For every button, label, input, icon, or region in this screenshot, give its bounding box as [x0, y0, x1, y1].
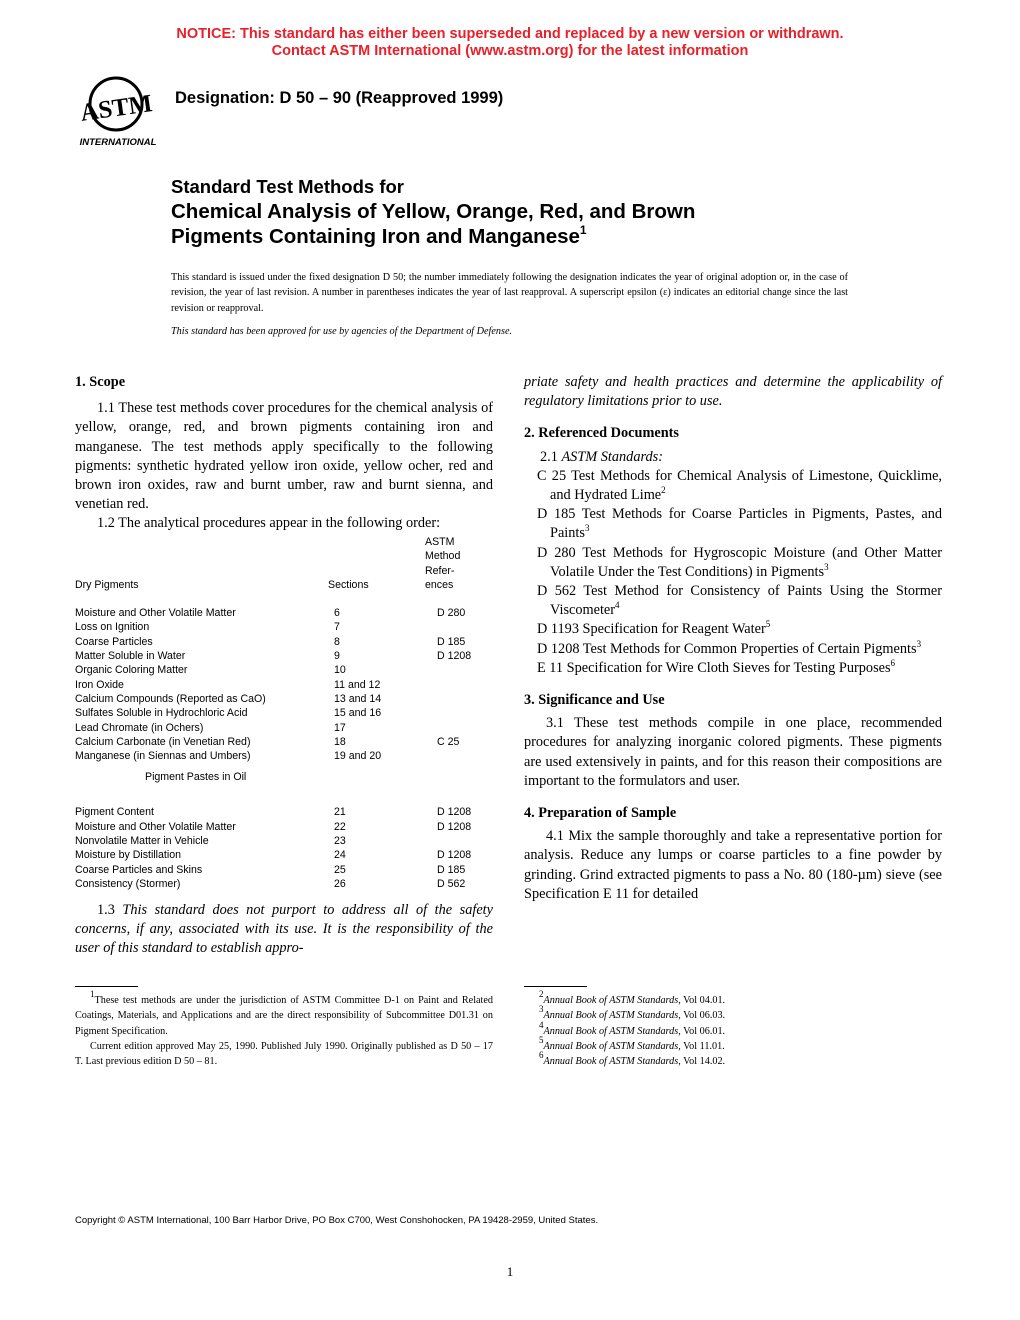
pigment-name: Nonvolatile Matter in Vehicle: [75, 835, 209, 848]
dry-row: [75, 721, 471, 735]
procedures-table-grid: [75, 535, 471, 891]
method-ref: C 25: [437, 735, 460, 748]
col3-header-3: Refer-: [425, 564, 455, 577]
left-column: [75, 373, 493, 534]
sections: 24: [334, 849, 346, 862]
sections: 9: [334, 650, 340, 663]
refdoc-item: D 1208 Test Methods for Common Properties of Certain Pigments$^3$: [537, 638, 922, 657]
method-ref: D 280: [437, 607, 466, 620]
method-ref: [425, 834, 471, 848]
col3-header-4: ences: [425, 578, 454, 591]
title-line-1: Standard Test Methods for: [171, 176, 404, 197]
significance-para-3-1: 3.1 These test methods compile in one place, recommended procedures for analyzing inorganic colored pigments. These pigments are used extensively in paints, and for this reason their compositions are important to the formulators and user.: [524, 715, 942, 789]
dry-row: [75, 692, 471, 706]
title-footnote-mark: 1: [579, 223, 587, 237]
sections: 19 and 20: [334, 750, 382, 763]
notice-line-1: NOTICE: This standard has either been superseded and replaced by a new version or withdrawn.: [176, 26, 844, 42]
paste-heading: Pigment Pastes in Oil: [145, 771, 247, 784]
method-ref: [425, 706, 471, 720]
designation: Designation: D 50 – 90 (Reapproved 1999): [175, 89, 504, 107]
method-ref: [425, 663, 471, 677]
footnote-1: $^1$These test methods are under the jurisdiction of ASTM Committee D-1 on Paint and Related Coatings, Materials, and Applications and are the direct responsibility of Subcommittee D01.31 on Pigment Specification.: [75, 989, 493, 1037]
sections: 18: [334, 735, 346, 748]
sections: 8: [334, 635, 340, 648]
page-number: 1: [506, 1264, 514, 1279]
dry-row: [75, 678, 471, 692]
sections: 6: [334, 607, 340, 620]
issuance-note: This standard is issued under the fixed designation D 50; the number immediately following the designation indicates the year of original adoption or, in the case of revision, the year of last revision. A number in parentheses indicates the year of last reapproval. A superscript epsilon (ε) indicates an editorial change since the last revision or reapproval.: [171, 272, 848, 314]
refdoc-footnote-mark: 6: [890, 657, 896, 668]
method-ref: D 185: [437, 863, 466, 876]
dry-pigment-rows: [75, 606, 471, 763]
dry-row: [75, 606, 471, 620]
footnotes-left: [75, 989, 493, 1069]
sections: 22: [334, 820, 346, 833]
procedures-table: [75, 535, 471, 891]
notice-line-2: Contact ASTM International (www.astm.org) for the latest information: [271, 43, 749, 59]
method-ref: D 1208: [437, 806, 472, 819]
paste-row: [75, 834, 471, 848]
withdrawal-notice: [0, 26, 1020, 60]
sections: 17: [334, 721, 346, 734]
pigment-name: Coarse Particles and Skins: [75, 863, 203, 876]
pigment-name: Sulfates Soluble in Hydrochloric Acid: [75, 707, 248, 720]
sections: 25: [334, 863, 346, 876]
paste-rows: [75, 805, 471, 891]
refdoc-footnote-mark: 3: [824, 561, 829, 572]
dry-row: [75, 735, 471, 749]
footnote-5: $^5$Annual Book of ASTM Standards, Vol 11.01.: [539, 1034, 725, 1052]
sections: 10: [334, 664, 346, 677]
sections: 26: [334, 877, 346, 890]
sections: 15 and 16: [334, 707, 382, 720]
method-ref: [425, 678, 471, 692]
method-ref: [425, 721, 471, 735]
refdoc-footnote-mark: 3: [916, 638, 922, 649]
refdoc-item: D 280 Test Methods for Hygroscopic Moisture (and Other Matter Volatile Under the Test Conditions) in Pigments$^3$: [537, 544, 942, 580]
copyright: Copyright © ASTM International, 100 Barr Harbor Drive, PO Box C700, West Conshohocken, PA 19428-2959, United States.: [75, 1215, 599, 1226]
paste-row: [75, 820, 471, 834]
pigment-name: Organic Coloring Matter: [75, 664, 188, 677]
scope-para-1-1: 1.1 These test methods cover procedures for the chemical analysis of yellow, orange, red, and brown pigments containing iron and manganese. The test methods apply specifically to the following pigments: synthetic hydrated yellow iron oxide, yellow ocher, red and brown iron oxides, raw and burnt umber, raw and burnt sienna, and venetian red.: [75, 400, 493, 513]
footnote-3: $^3$Annual Book of ASTM Standards, Vol 06.03.: [539, 1004, 726, 1022]
pigment-name: Calcium Carbonate (in Venetian Red): [75, 735, 251, 748]
pigment-name: Matter Soluble in Water: [75, 650, 186, 663]
sections: 11 and 12: [334, 678, 381, 691]
paste-row: [75, 877, 471, 891]
scope-1-3-continued: priate safety and health practices and determine the applicability of regulatory limitations prior to use.: [524, 374, 942, 410]
method-ref: D 185: [437, 635, 466, 648]
refdocs-intro: 2.1 ASTM Standards:: [540, 448, 663, 465]
refdoc-item: D 562 Test Method for Consistency of Paints Using the Stormer Viscometer$^4$: [537, 583, 942, 619]
refdoc-footnote-mark: 2: [661, 485, 666, 496]
sections: 21: [334, 806, 346, 819]
scope-heading: 1. Scope: [75, 374, 126, 390]
pigment-name: Manganese (in Siennas and Umbers): [75, 750, 251, 763]
refdoc-item: D 1193 Specification for Reagent Water$^5$: [537, 619, 771, 638]
refdoc-item: C 25 Test Methods for Chemical Analysis of Limestone, Quicklime, and Hydrated Lime$^2$: [537, 467, 942, 504]
dry-row: [75, 649, 471, 663]
dry-row: [75, 706, 471, 720]
footnote-rule-left: [75, 986, 138, 987]
document-title: [171, 175, 695, 249]
scope-1-3-number: 1.3: [97, 902, 115, 918]
footnote-6: $^6$Annual Book of ASTM Standards, Vol 14.02.: [539, 1050, 726, 1068]
footnote-rule-right: [524, 986, 587, 987]
astm-logo-icon: [76, 76, 160, 148]
dry-row: [75, 620, 471, 634]
preparation-heading: 4. Preparation of Sample: [524, 805, 677, 822]
refdocs-heading: 2. Referenced Documents: [524, 425, 679, 442]
paste-row: [75, 848, 471, 862]
pigment-name: Consistency (Stormer): [75, 877, 181, 890]
pigment-name: Coarse Particles: [75, 635, 153, 648]
pigment-name: Iron Oxide: [75, 678, 124, 691]
col3-header-1: ASTM: [425, 536, 455, 548]
col2-header: Sections: [328, 578, 369, 591]
method-ref: D 1208: [437, 849, 472, 862]
method-ref: D 1208: [437, 820, 472, 833]
paste-row: [75, 805, 471, 819]
sections: 13 and 14: [334, 692, 382, 705]
dod-approval-note: This standard has been approved for use by agencies of the Department of Defense.: [171, 326, 513, 337]
sections: 7: [334, 621, 340, 634]
method-ref: D 562: [437, 877, 466, 890]
method-ref: [425, 692, 471, 706]
preparation-para-4-1: 4.1 Mix the sample thoroughly and take a representative portion for analysis. Reduce any lumps or coarse particles to a fine powder by grinding. Grind extracted pigments to pass a No. 80 (180-µm) sieve (see Specification E 11 for detailed: [524, 828, 942, 902]
pigment-name: Moisture and Other Volatile Matter: [75, 820, 236, 833]
dry-row: [75, 635, 471, 649]
method-ref: [425, 620, 471, 634]
logo-subtext: INTERNATIONAL: [79, 137, 157, 148]
method-ref: [425, 749, 471, 763]
refdoc-footnote-mark: 3: [584, 523, 590, 534]
refdoc-item: E 11 Specification for Wire Cloth Sieves for Testing Purposes$^6$: [537, 657, 896, 676]
pigment-name: Moisture and Other Volatile Matter: [75, 607, 236, 620]
sections: 23: [334, 835, 346, 848]
footnote-edition: Current edition approved May 25, 1990. Published July 1990. Originally published as D 50 – 17 T. Last previous edition D 50 – 81.: [75, 1040, 493, 1068]
pigment-name: Pigment Content: [75, 806, 154, 819]
footnotes-right: [524, 989, 942, 1069]
method-ref: D 1208: [437, 650, 472, 663]
dry-row: [75, 749, 471, 763]
title-line-3: Pigments Containing Iron and Manganese$^1$: [171, 223, 587, 248]
refdoc-item: D 185 Test Methods for Coarse Particles in Pigments, Pastes, and Paints$^3$: [537, 506, 942, 542]
footnote-2: $^2$Annual Book of ASTM Standards, Vol 04.01.: [539, 989, 726, 1006]
footnote-4: $^4$Annual Book of ASTM Standards, Vol 06.01.: [539, 1019, 726, 1037]
logo-letters: ASTM: [78, 90, 154, 127]
scope-para-1-3: [75, 901, 493, 959]
col3-header-2: Method: [425, 550, 461, 563]
pigment-name: Lead Chromate (in Ochers): [75, 721, 204, 734]
refdoc-footnote-mark: 4: [615, 600, 620, 611]
title-line-2: Chemical Analysis of Yellow, Orange, Red, and Brown: [171, 200, 696, 223]
significance-heading: 3. Significance and Use: [524, 692, 665, 709]
pigment-name: Calcium Compounds (Reported as CaO): [75, 692, 266, 705]
dry-row: [75, 663, 471, 677]
right-column: [524, 373, 942, 904]
scope-1-3-text: This standard does not purport to address all of the safety concerns, if any, associated with its use. It is the responsibility of the user of this standard to establish appro-: [75, 902, 493, 957]
col1-header: Dry Pigments: [75, 578, 139, 591]
pigment-name: Moisture by Distillation: [75, 849, 181, 862]
pigment-name: Loss on Ignition: [75, 621, 150, 634]
refdocs-list: [524, 467, 942, 678]
scope-para-1-2: 1.2 The analytical procedures appear in the following order:: [97, 515, 441, 532]
refdoc-footnote-mark: 5: [765, 619, 771, 630]
paste-row: [75, 863, 471, 877]
